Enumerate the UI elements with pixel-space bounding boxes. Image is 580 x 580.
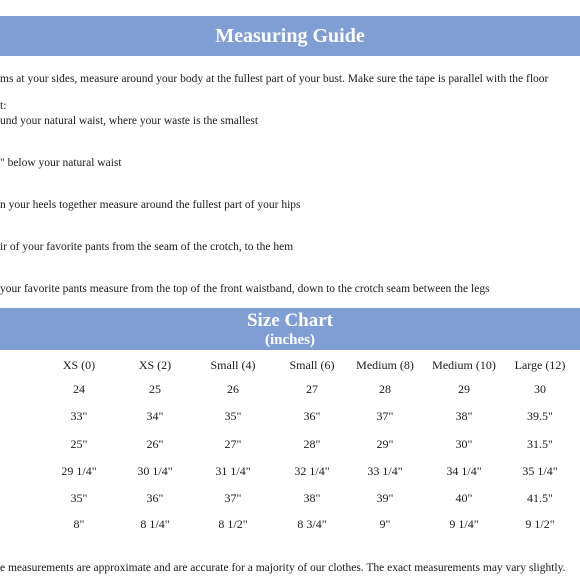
size-cell: 37" <box>376 409 394 423</box>
size-header-1: XS (2) <box>138 358 172 372</box>
size-cell: 27" <box>224 437 242 451</box>
measuring-guide-title: Measuring Guide <box>215 25 365 47</box>
size-cell: 36" <box>303 409 321 423</box>
size-cell: 30 <box>534 382 546 396</box>
size-cell: 41.5" <box>527 491 553 505</box>
size-cell: 35" <box>224 409 242 423</box>
size-cell: 38" <box>303 491 321 505</box>
size-cell: 37" <box>224 491 242 505</box>
size-cell: 8 3/4" <box>297 517 327 531</box>
size-cell: 38" <box>455 409 473 423</box>
size-cell: 9" <box>379 517 391 531</box>
size-cell: 33" <box>70 409 88 423</box>
size-cell: 9 1/2" <box>525 517 555 531</box>
size-cell: 40" <box>455 491 473 505</box>
size-cell: 28" <box>303 437 321 451</box>
guide-line-rise: your favorite pants measure from the top of the front waistband, down to the crotch seam between the legs <box>0 283 490 295</box>
size-cell: 36" <box>146 491 164 505</box>
size-cell: 30 1/4" <box>137 464 173 478</box>
size-cell: 25" <box>70 437 88 451</box>
size-cell: 30" <box>455 437 473 451</box>
size-cell: 8" <box>73 517 85 531</box>
guide-line-hips: n your heels together measure around the fullest part of your hips <box>0 199 301 211</box>
guide-line-waist: und your natural waist, where your waste is the smallest <box>0 115 259 127</box>
guide-line-waist-label: t: <box>0 100 7 112</box>
size-cell: 34" <box>146 409 164 423</box>
size-cell: 25 <box>149 382 161 396</box>
size-chart-subtitle: (inches) <box>265 332 315 348</box>
measuring-guide-banner <box>0 16 580 56</box>
size-cell: 26 <box>227 382 239 396</box>
size-cell: 35 1/4" <box>522 464 558 478</box>
size-cell: 28 <box>379 382 391 396</box>
guide-line-bust: ms at your sides, measure around your body at the fullest part of your bust. Make sure the tape is parallel with the floor <box>0 73 549 85</box>
size-cell: 35" <box>70 491 88 505</box>
size-cell: 32 1/4" <box>294 464 330 478</box>
size-chart-banner <box>0 308 580 350</box>
size-header-5: Medium (10) <box>432 358 496 372</box>
size-header-3: Small (6) <box>289 358 335 372</box>
size-cell: 27 <box>306 382 318 396</box>
size-cell: 33 1/4" <box>367 464 403 478</box>
guide-line-inseam: ir of your favorite pants from the seam of the crotch, to the hem <box>0 241 294 253</box>
size-chart-title: Size Chart <box>246 310 333 331</box>
size-header-2: Small (4) <box>210 358 256 372</box>
size-header-4: Medium (8) <box>356 358 414 372</box>
size-cell: 31.5" <box>527 437 553 451</box>
size-cell: 29" <box>376 437 394 451</box>
size-cell: 29 <box>458 382 470 396</box>
size-cell: 8 1/2" <box>218 517 248 531</box>
size-cell: 24 <box>73 382 85 396</box>
size-cell: 26" <box>146 437 164 451</box>
footer-note: e measurements are approximate and are accurate for a majority of our clothes. The exact measurements may vary slightly. <box>0 562 566 574</box>
size-header-0: XS (0) <box>62 358 96 372</box>
size-cell: 39" <box>376 491 394 505</box>
size-cell: 29 1/4" <box>61 464 97 478</box>
size-cell: 8 1/4" <box>140 517 170 531</box>
size-header-6: Large (12) <box>514 358 566 372</box>
size-cell: 34 1/4" <box>446 464 482 478</box>
size-cell: 39.5" <box>527 409 553 423</box>
guide-line-low-waist: " below your natural waist <box>0 157 122 169</box>
size-cell: 31 1/4" <box>215 464 251 478</box>
size-cell: 9 1/4" <box>449 517 479 531</box>
